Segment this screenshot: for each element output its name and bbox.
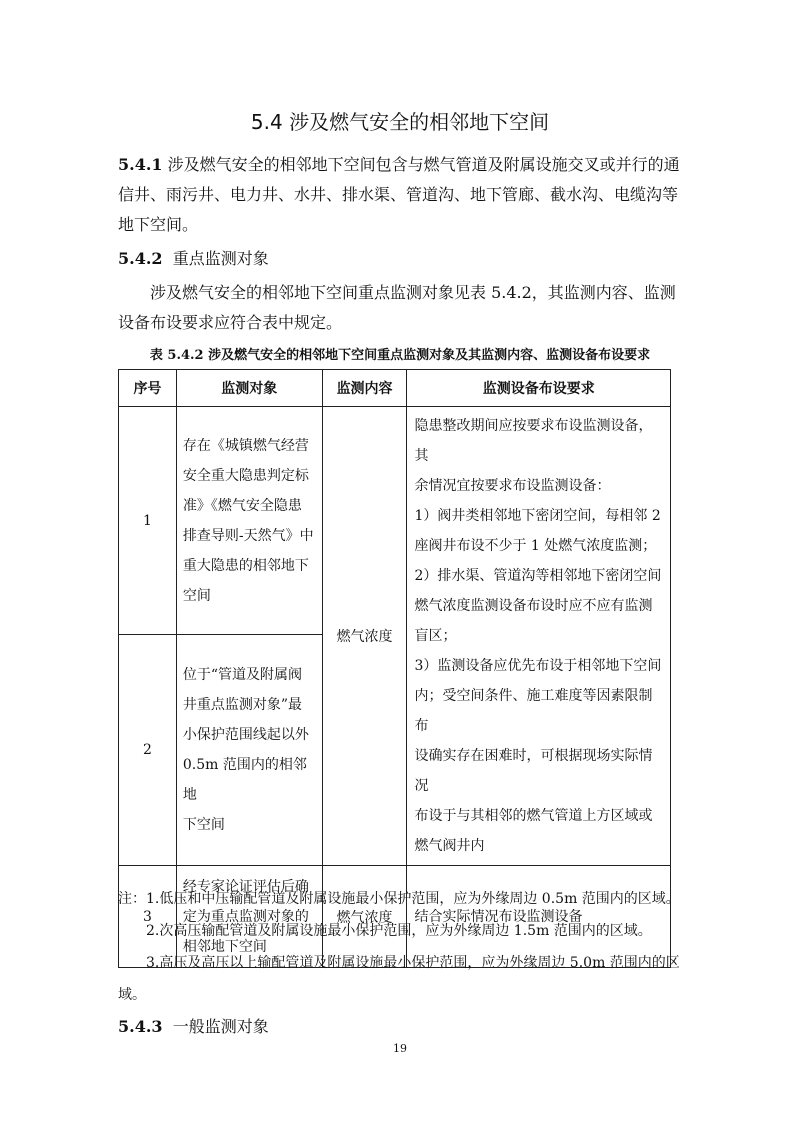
header-no: 序号 bbox=[119, 370, 177, 407]
clause-number: 5.4.1 bbox=[118, 155, 163, 174]
paragraph-5-4-2 bbox=[118, 278, 688, 338]
monitoring-object: 经专家论证评估后确 定为重点监测对象的 相邻地下空间 bbox=[176, 866, 322, 968]
row-number: 1 bbox=[119, 407, 177, 635]
monitoring-content: 燃气浓度 bbox=[322, 407, 407, 866]
header-requirement: 监测设备布设要求 bbox=[407, 370, 671, 407]
table-caption: 表 5.4.2 涉及燃气安全的相邻地下空间重点监测对象及其监测内容、监测设备布设要求 bbox=[149, 348, 651, 363]
table-header-row bbox=[119, 370, 671, 407]
paragraph-5-4-1 bbox=[118, 150, 688, 240]
monitoring-content: 燃气浓度 bbox=[322, 866, 407, 968]
paragraph-line: 涉及燃气安全的相邻地下空间重点监测对象见表 5.4.2，其监测内容、监测 bbox=[150, 283, 676, 302]
heading-5-4-3 bbox=[118, 1012, 688, 1042]
equipment-requirement: 结合实际情况布设监测设备 bbox=[407, 866, 671, 968]
section-title: 5.4 涉及燃气安全的相邻地下空间 bbox=[250, 110, 550, 134]
header-content: 监测内容 bbox=[322, 370, 407, 407]
paragraph-line: 设备布设要求应符合表中规定。 bbox=[118, 313, 343, 332]
heading-text: 一般监测对象 bbox=[172, 1017, 269, 1036]
row-number: 2 bbox=[119, 635, 177, 866]
table-note-2: 2.次高压输配管道及附属设施最小保护范围，应为外缘周边 1.5m 范围内的区域。 bbox=[146, 923, 652, 939]
table-note-3: 3.高压及高压以上输配管道及附属设施最小保护范围，应为外缘周边 5.0m 范围内的区 bbox=[146, 955, 680, 971]
table-note-1: 注：1.低压和中压输配管道及附属设施最小保护范围，应为外缘周边 0.5m 范围内的区域。 bbox=[118, 891, 680, 907]
paragraph-line: 地下空间。 bbox=[118, 215, 199, 234]
paragraph-line: 5.4.1 涉及燃气安全的相邻地下空间包含与燃气管道及附属设施交叉或并行的通 bbox=[118, 155, 680, 174]
header-object: 监测对象 bbox=[176, 370, 322, 407]
heading-5-4-2 bbox=[118, 244, 688, 274]
monitoring-object: 存在《城镇燃气经营 安全重大隐患判定标 准》《燃气安全隐患 排查导则-天然气》中 重大隐患的相邻地下 空间 bbox=[176, 407, 322, 635]
equipment-requirement: 隐患整改期间应按要求布设监测设备，其 余情况宜按要求布设监测设备： 1）阀井类相邻地下密闭空间，每相邻 2 座阀井布设不少于 1 处燃气浓度监测； 2）排水渠、管道沟等相邻地下密闭空间 燃气浓度监测设备布设时应不应有监测 盲区； 3）监测设备应优先布设于相邻地下空间 内；受空间条件、施工难度等因素限制布 设确实存在困难时，可根据现场实际情况 布设于与其相邻的燃气管道上方区域或 燃气阀井内 bbox=[407, 407, 671, 866]
monitoring-object: 位于“管道及附属阀 井重点监测对象”最 小保护范围线起以外 0.5m 范围内的相邻地 下空间 bbox=[176, 635, 322, 866]
heading-text: 重点监测对象 bbox=[172, 249, 269, 268]
table-row bbox=[119, 407, 671, 635]
monitoring-table bbox=[118, 369, 671, 968]
page-number: 19 bbox=[393, 1042, 407, 1055]
row-number: 3 bbox=[119, 866, 177, 968]
table-note-3-continued: 域。 bbox=[118, 987, 146, 1003]
clause-number: 5.4.3 bbox=[118, 1017, 163, 1036]
paragraph-line: 信井、雨污井、电力井、水井、排水渠、管道沟、地下管廊、截水沟、电缆沟等 bbox=[118, 185, 679, 204]
clause-number: 5.4.2 bbox=[118, 249, 163, 268]
